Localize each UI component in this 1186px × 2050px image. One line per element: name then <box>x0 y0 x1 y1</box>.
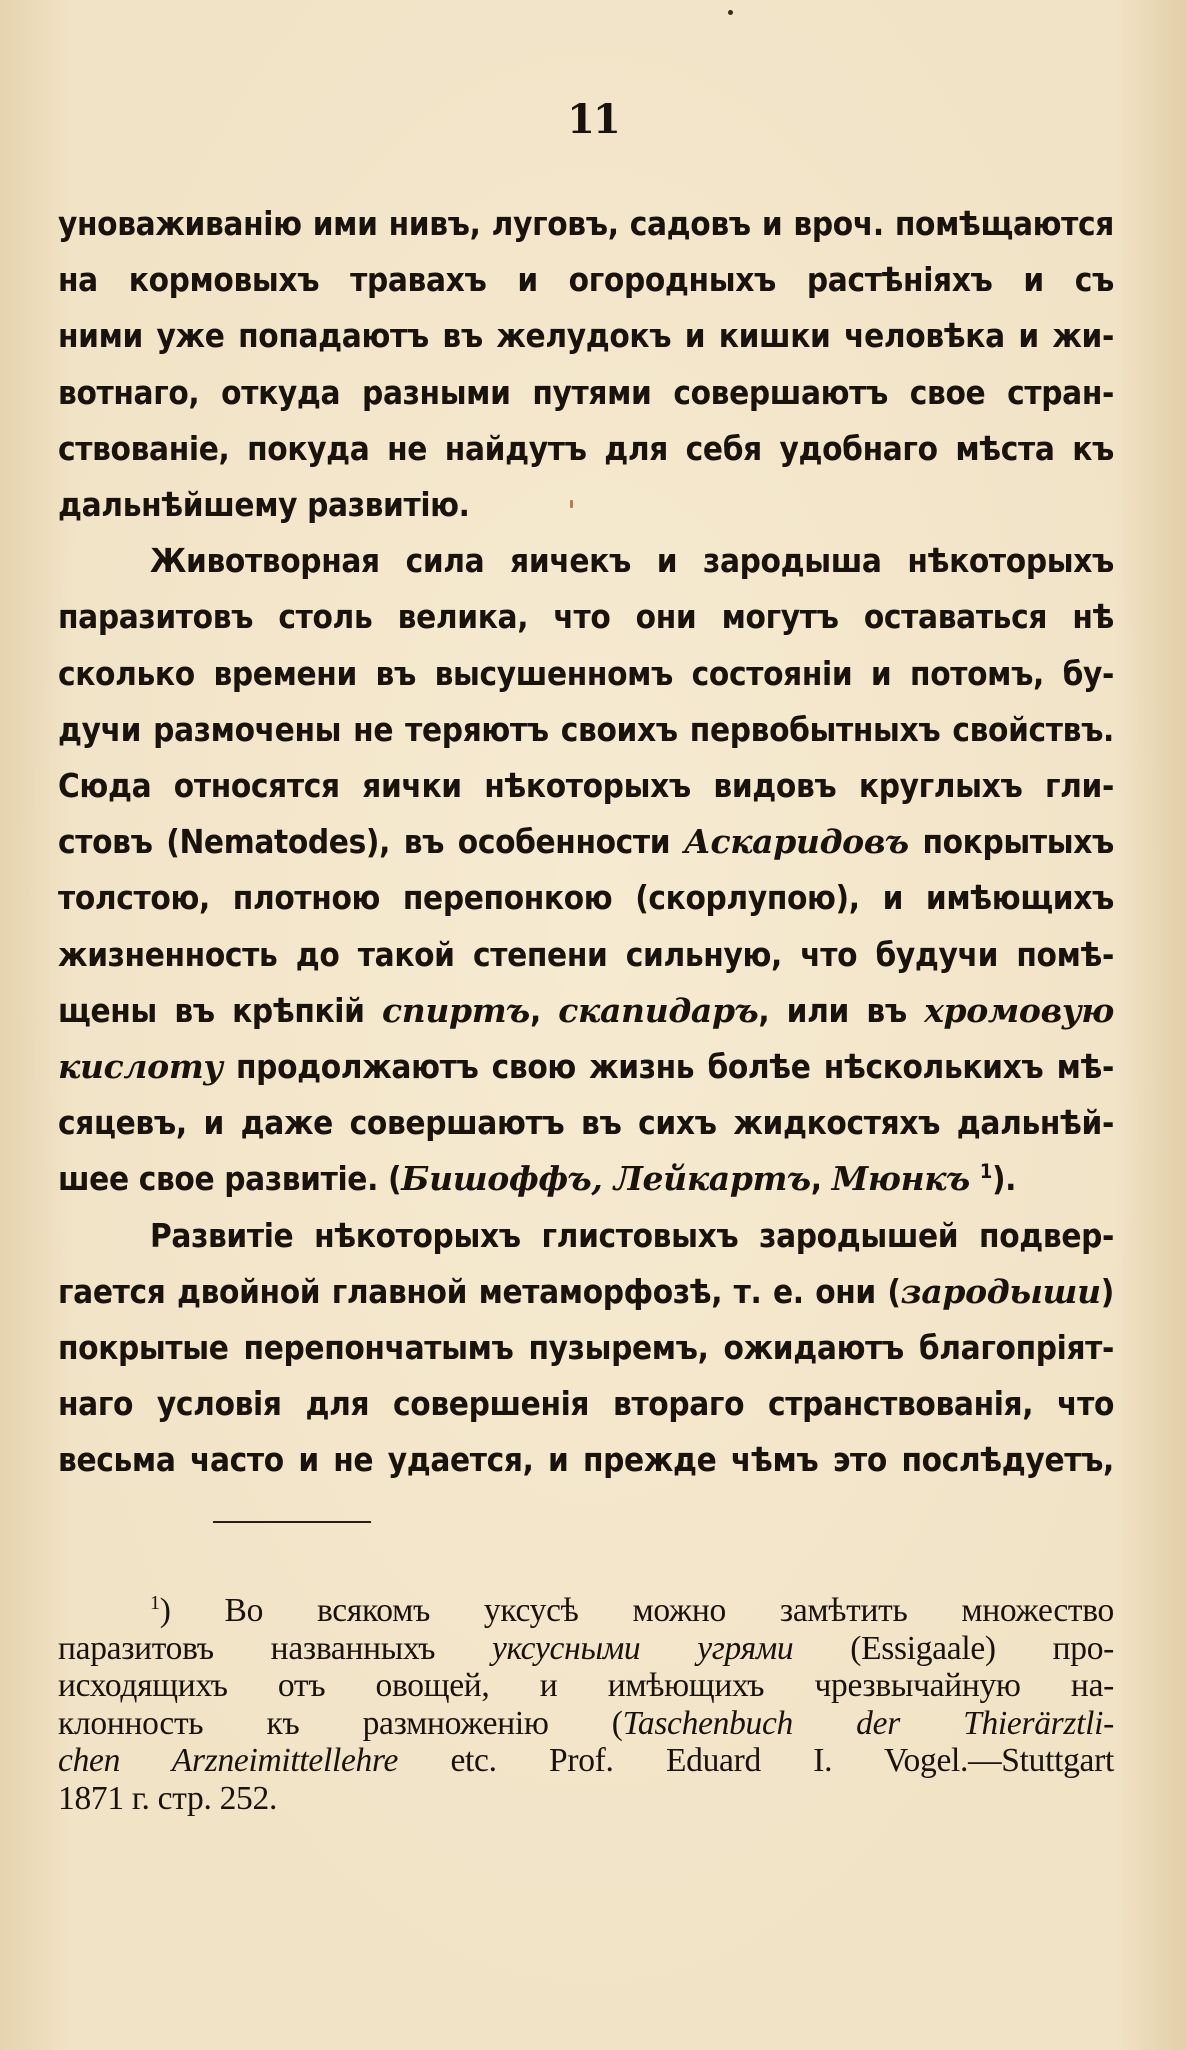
footnote-line: 1871 г. стр. 252. <box>58 1779 278 1817</box>
text-line: жизненность до такой степени сильную, что будучи помѣ- <box>58 934 1114 974</box>
text-line: покрытые перепончатымъ пузыремъ, ожидаютъ благопріят- <box>58 1328 1114 1368</box>
text-line: ними уже попадаютъ въ желудокъ и кишки человѣка и жи- <box>58 316 1114 356</box>
footnote <box>58 1592 1114 1817</box>
text-line: вотнаго, откуда разными путями совершаютъ свое стран- <box>58 372 1114 412</box>
text-line: наго условія для совершенія втораго странствованія, что <box>58 1384 1114 1424</box>
page-number: 11 <box>567 96 619 143</box>
italic-title: Taschenbuch der Thierärztli- <box>622 1704 1115 1742</box>
footnote-ref: 1 <box>979 1160 992 1184</box>
text-line: Животворная сила яичекъ и зародыша нѣкоторыхъ <box>150 541 1114 581</box>
italic-term: уксусными угрями <box>491 1629 794 1667</box>
text-line: дальнѣйшему развитію. <box>58 485 470 525</box>
text-line: Развитіе нѣкоторыхъ глистовыхъ зародышей подвер- <box>150 1215 1114 1255</box>
italic-term: кислоту <box>58 1047 223 1087</box>
footnote-line: исходящихъ отъ овощей, и имѣющихъ чрезвычайную на- <box>58 1667 1114 1704</box>
italic-author: Мюнкъ <box>831 1159 970 1199</box>
footnote-line: chen Arzneimittellehre etc. Prof. Eduard I. Vogel.—Stuttgart <box>58 1742 1114 1779</box>
text-line: уноваживанію ими нивъ, луговъ, садовъ и вроч. помѣщаются <box>58 204 1114 243</box>
footnote-line: паразитовъ названныхъ уксусными угрями (Essigaale) про- <box>58 1629 1114 1667</box>
text-line: весьма часто и не удается, и прежде чѣмъ это послѣдуетъ, <box>58 1440 1114 1480</box>
italic-author: Бишоффъ, Лейкартъ <box>401 1159 811 1199</box>
text-line: гается двойной главной метаморфозѣ, т. е. они (зародыши) <box>58 1271 1114 1311</box>
footnote-line: клонность къ размноженію (Taschenbuch der Thierärztli- <box>58 1704 1115 1742</box>
text-line: дучи размочены не теряютъ своихъ первобытныхъ свойствъ. <box>58 709 1114 749</box>
italic-term: хромовую <box>924 990 1115 1030</box>
text-line: ствованіе, покуда не найдутъ для себя удобнаго мѣста къ <box>58 428 1114 468</box>
italic-title: chen Arzneimittellehre <box>58 1742 399 1779</box>
text-line: кислоту продолжаютъ свою жизнь болѣе нѣсколькихъ мѣ- <box>58 1047 1114 1087</box>
text-line: на кормовыхъ травахъ и огородныхъ растѣніяхъ и съ <box>58 260 1114 300</box>
text-line: стовъ (Nematodes), въ особенности Аскаридовъ покрытыхъ <box>58 822 1114 862</box>
italic-term: скапидаръ <box>558 990 759 1030</box>
text-line: сколько времени въ высушенномъ состояніи и потомъ, бу- <box>58 653 1114 693</box>
text-line: сяцевъ, и даже совершаютъ въ сихъ жидкостяхъ дальнѣй- <box>58 1103 1114 1143</box>
italic-term: спиртъ <box>381 990 530 1030</box>
text-line: Сюда относятся яички нѣкоторыхъ видовъ круглыхъ гли- <box>58 766 1114 806</box>
footnote-divider <box>213 1521 371 1523</box>
text-line: щены въ крѣпкій спиртъ, скапидаръ, или въ хромовую <box>58 990 1115 1030</box>
footnote-marker: 1 <box>150 1591 160 1614</box>
text-line: толстою, плотною перепонкою (скорлупою), и имѣющихъ <box>58 878 1114 918</box>
text-line: шее свое развитіе. (Бишоффъ, Лейкартъ, Мюнкъ $^1$). <box>58 1159 1017 1199</box>
main-text <box>58 196 1114 1489</box>
paper-speck <box>570 500 573 508</box>
paper-speck <box>728 10 733 15</box>
text-line: паразитовъ столь велика, что они могутъ оставаться нѣ <box>58 597 1114 637</box>
footnote-line: $^1$) Во всякомъ уксусѣ можно замѣтить множество <box>150 1591 1114 1629</box>
italic-term: Аскаридовъ <box>683 822 909 862</box>
italic-term: зародыши <box>900 1271 1101 1311</box>
